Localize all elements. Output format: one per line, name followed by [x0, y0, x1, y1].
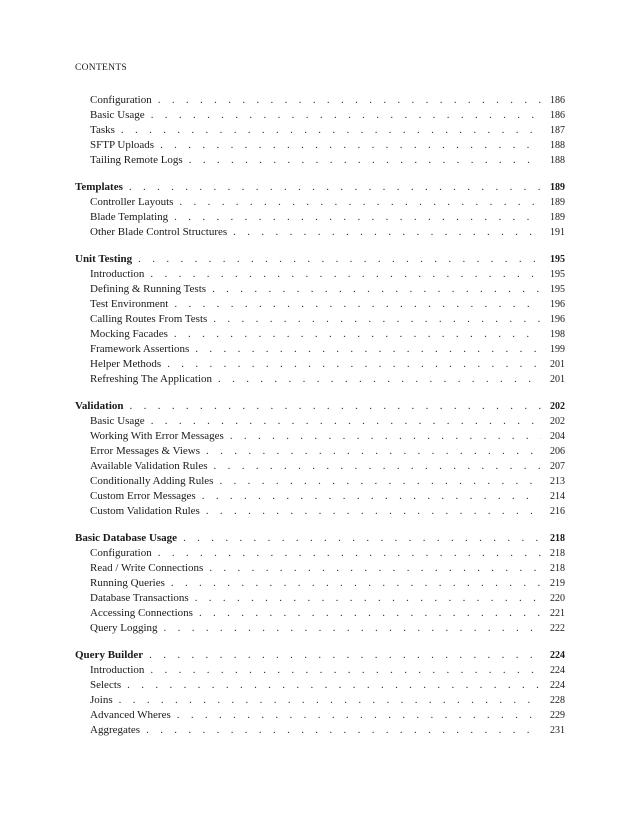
toc-entry-title: Controller Layouts [90, 196, 174, 208]
dot-leader [213, 312, 541, 327]
toc-entry-title: Selects [90, 679, 122, 691]
dot-leader [214, 459, 541, 474]
toc-page-number: 195 [550, 284, 565, 295]
toc-page-number: 224 [550, 665, 565, 676]
toc-entry-title: Accessing Connections [90, 607, 193, 619]
dot-leader [183, 531, 541, 546]
toc-section-entry[interactable] [75, 663, 565, 678]
dot-leader [158, 93, 541, 108]
toc-entry-title: Working With Error Messages [90, 430, 224, 442]
toc-entry-title: Query Logging [90, 622, 158, 634]
toc-section-entry[interactable] [75, 591, 565, 606]
toc-page-number: 204 [550, 431, 565, 442]
dot-leader [164, 621, 541, 636]
dot-leader [127, 678, 541, 693]
dot-leader [212, 282, 541, 297]
toc-page-number: 218 [550, 548, 565, 559]
toc-page-number: 186 [550, 110, 565, 121]
toc-page-number: 189 [550, 182, 565, 193]
toc-chapter-entry[interactable] [75, 180, 565, 195]
toc-page-number: 201 [550, 374, 565, 385]
dot-leader [195, 342, 541, 357]
toc-page-number: 213 [550, 476, 565, 487]
toc-section-entry[interactable] [75, 723, 565, 738]
dot-leader [167, 357, 541, 372]
toc-page-number: 202 [550, 401, 565, 412]
toc-entry-title: Introduction [90, 268, 145, 280]
toc-entry-title: Advanced Wheres [90, 709, 171, 721]
toc-section-entry[interactable] [75, 225, 565, 240]
toc-section-entry[interactable] [75, 372, 565, 387]
dot-leader [174, 327, 541, 342]
toc-entry-title: Running Queries [90, 577, 165, 589]
toc-entry-title: Defining & Running Tests [90, 283, 207, 295]
toc-entry-title: Query Builder [75, 649, 144, 661]
running-header: CONTENTS [75, 63, 128, 73]
dot-leader [160, 138, 541, 153]
dot-leader [206, 504, 541, 519]
dot-leader [138, 252, 541, 267]
toc-entry-title: Configuration [90, 94, 152, 106]
toc-entry-title: Conditionally Adding Rules [90, 475, 214, 487]
dot-leader [206, 444, 541, 459]
dot-leader [151, 414, 541, 429]
toc-entry-title: SFTP Uploads [90, 139, 155, 151]
toc-page-number: 187 [550, 125, 565, 136]
dot-leader [149, 648, 541, 663]
toc-section-entry[interactable] [75, 342, 565, 357]
dot-leader [121, 123, 541, 138]
toc-section-entry[interactable] [75, 489, 565, 504]
toc-entry-title: Validation [75, 400, 124, 412]
toc-page-number: 218 [550, 563, 565, 574]
dot-leader [146, 723, 541, 738]
toc-page-number: 220 [550, 593, 565, 604]
toc-page-number: 188 [550, 140, 565, 151]
toc-entry-title: Error Messages & Views [90, 445, 201, 457]
toc-page-number: 186 [550, 95, 565, 106]
toc-entry-title: Aggregates [90, 724, 141, 736]
dot-leader [209, 561, 541, 576]
toc-page-number: 195 [550, 269, 565, 280]
toc-entry-title: Mocking Facades [90, 328, 168, 340]
toc-entry-title: Basic Usage [90, 415, 145, 427]
toc-section-entry[interactable] [75, 561, 565, 576]
toc-page-number: 222 [550, 623, 565, 634]
toc-section-entry[interactable] [75, 93, 565, 108]
toc-section-entry[interactable] [75, 267, 565, 282]
toc-entry-title: Introduction [90, 664, 145, 676]
dot-leader [199, 606, 541, 621]
toc-section-entry[interactable] [75, 678, 565, 693]
toc-chapter-entry[interactable] [75, 252, 565, 267]
dot-leader [129, 180, 541, 195]
toc-entry-title: Database Transactions [90, 592, 189, 604]
toc-page-number: 219 [550, 578, 565, 589]
toc-page-number: 218 [550, 533, 565, 544]
toc-page-number: 199 [550, 344, 565, 355]
toc-entry-title: Unit Testing [75, 253, 133, 265]
dot-leader [151, 108, 541, 123]
toc-section-entry[interactable] [75, 108, 565, 123]
toc-entry-title: Tailing Remote Logs [90, 154, 183, 166]
toc-page-number: 229 [550, 710, 565, 721]
toc-page-number: 196 [550, 299, 565, 310]
toc-section-entry[interactable] [75, 429, 565, 444]
toc-entry-title: Available Validation Rules [90, 460, 208, 472]
toc-entry-title: Custom Validation Rules [90, 505, 200, 517]
toc-entry-title: Tasks [90, 124, 115, 136]
dot-leader [150, 267, 541, 282]
toc-section-entry[interactable] [75, 327, 565, 342]
toc-entry-title: Custom Error Messages [90, 490, 196, 502]
toc-page-number: 188 [550, 155, 565, 166]
toc-section-entry[interactable] [75, 504, 565, 519]
toc-page-number: 228 [550, 695, 565, 706]
toc-chapter-entry[interactable] [75, 399, 565, 414]
toc-entry-title: Blade Templating [90, 211, 169, 223]
toc-page-number: 198 [550, 329, 565, 340]
toc-section-entry[interactable] [75, 357, 565, 372]
toc-section-entry[interactable] [75, 576, 565, 591]
toc-entry-title: Configuration [90, 547, 152, 559]
toc-section-entry[interactable] [75, 546, 565, 561]
dot-leader [174, 297, 541, 312]
toc-page-number: 202 [550, 416, 565, 427]
toc-section-entry[interactable] [75, 153, 565, 168]
dot-leader [233, 225, 541, 240]
dot-leader [119, 693, 541, 708]
toc-entry-title: Refreshing The Application [90, 373, 212, 385]
toc-chapter-entry[interactable] [75, 648, 565, 663]
toc-page-number: 206 [550, 446, 565, 457]
toc-section-entry[interactable] [75, 312, 565, 327]
toc-page-number: 189 [550, 197, 565, 208]
toc-section-entry[interactable] [75, 282, 565, 297]
toc-entry-title: Basic Usage [90, 109, 145, 121]
toc-section-entry[interactable] [75, 474, 565, 489]
toc-section-entry[interactable] [75, 297, 565, 312]
toc-section-entry[interactable] [75, 195, 565, 210]
dot-leader [150, 663, 541, 678]
toc-entry-title: Basic Database Usage [75, 532, 178, 544]
dot-leader [177, 708, 541, 723]
toc-chapter-entry[interactable] [75, 531, 565, 546]
toc-section-entry[interactable] [75, 606, 565, 621]
toc-section-entry[interactable] [75, 444, 565, 459]
toc-entry-title: Framework Assertions [90, 343, 190, 355]
toc-section-entry[interactable] [75, 621, 565, 636]
toc-page-number: 195 [550, 254, 565, 265]
dot-leader [230, 429, 541, 444]
dot-leader [171, 576, 541, 591]
dot-leader [158, 546, 541, 561]
toc-page-number: 224 [550, 680, 565, 691]
toc-section-entry[interactable] [75, 459, 565, 474]
toc-page-number: 191 [550, 227, 565, 238]
toc-entry-title: Other Blade Control Structures [90, 226, 228, 238]
toc-entry-title: Helper Methods [90, 358, 162, 370]
toc-section-entry[interactable] [75, 138, 565, 153]
toc-page-number: 216 [550, 506, 565, 517]
toc-section-entry[interactable] [75, 210, 565, 225]
dot-leader [189, 153, 541, 168]
toc-page-number: 221 [550, 608, 565, 619]
toc-page-number: 207 [550, 461, 565, 472]
toc-section-entry[interactable] [75, 693, 565, 708]
toc-page-number: 189 [550, 212, 565, 223]
dot-leader [179, 195, 541, 210]
dot-leader [130, 399, 541, 414]
toc-section-entry[interactable] [75, 414, 565, 429]
toc-entry-title: Templates [75, 181, 123, 193]
dot-leader [195, 591, 541, 606]
dot-leader [218, 372, 541, 387]
toc-entry-title: Calling Routes From Tests [90, 313, 208, 325]
dot-leader [202, 489, 541, 504]
toc-page-number: 201 [550, 359, 565, 370]
toc-section-entry[interactable] [75, 123, 565, 138]
toc-entry-title: Read / Write Connections [90, 562, 204, 574]
toc-section-entry[interactable] [75, 708, 565, 723]
toc-page-number: 196 [550, 314, 565, 325]
toc-page-number: 224 [550, 650, 565, 661]
toc-page-number: 214 [550, 491, 565, 502]
dot-leader [174, 210, 541, 225]
dot-leader [219, 474, 541, 489]
toc-entry-title: Joins [90, 694, 113, 706]
toc-page-number: 231 [550, 725, 565, 736]
table-of-contents [75, 93, 565, 738]
toc-entry-title: Test Environment [90, 298, 169, 310]
